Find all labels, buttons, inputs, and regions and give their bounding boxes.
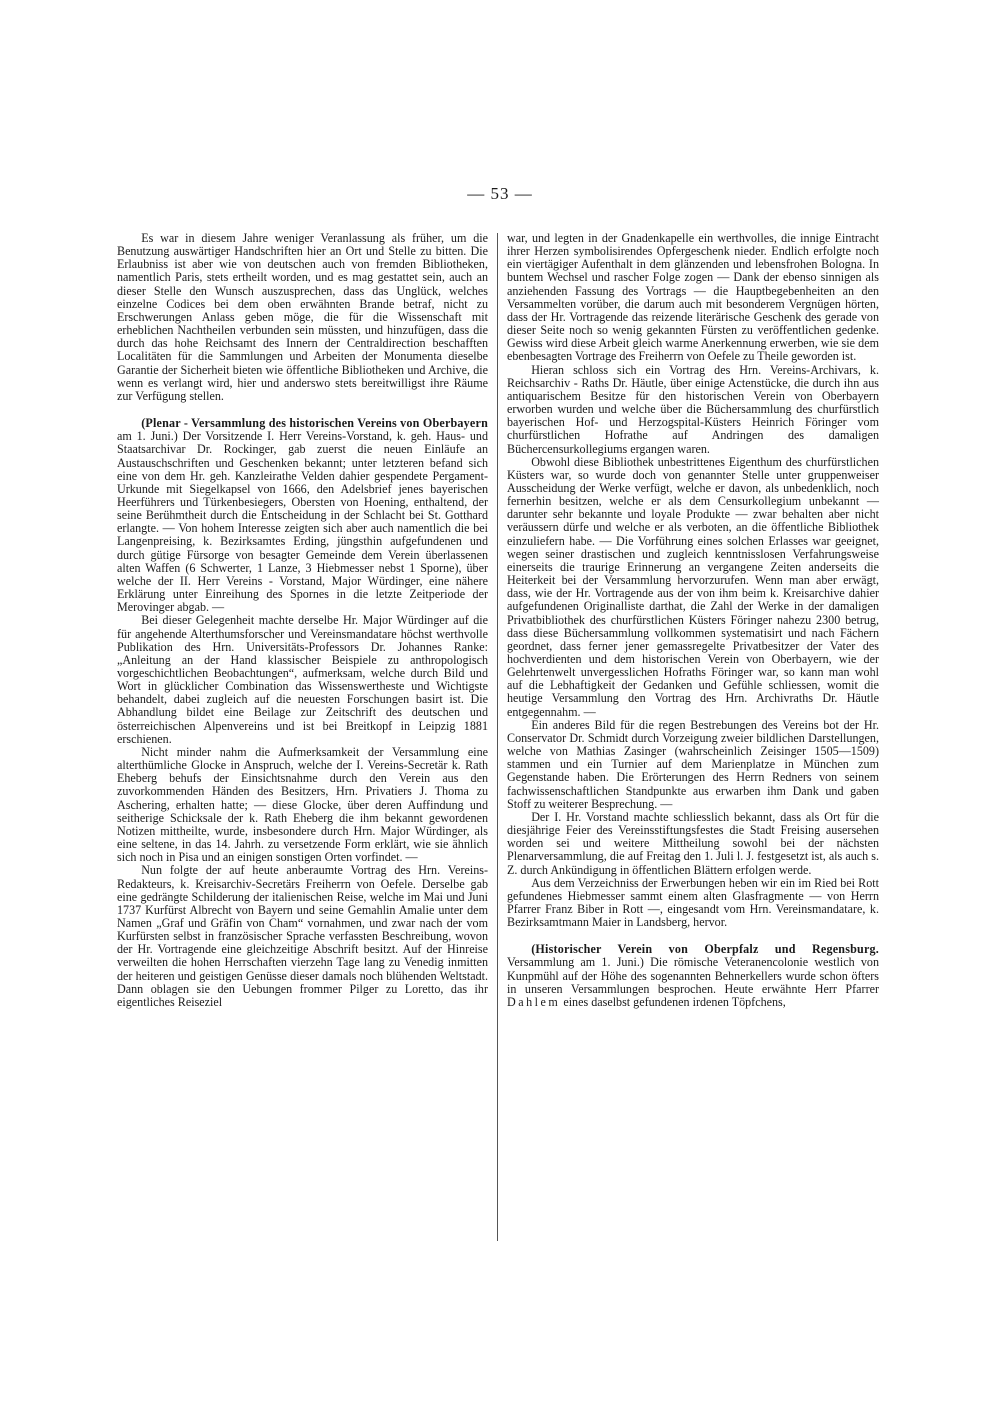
- column-divider: [497, 233, 498, 1241]
- page-number: — 53 —: [467, 184, 533, 203]
- right-column: [507, 232, 879, 1009]
- paragraph-text: am 1. Juni.) Der Vorsitzende I. Herr Vereins-Vorstand, k. geh. Haus- und Staatsarchivar Dr. Rockinger, gab zuerst die neuen Einläufe an Austauschschriften und Geschenken bekannt; unter letzteren befand sich eine von dem Hr. geh. Kanzleirathe Velden dahier gespendete Pergament-Urkunde mit Siegelkapsel von 1666, den Adelsbrief jenes bayerischen Heerführers und Türkenbesiegers, Obersten von Hoening, enthaltend, der seine Berühmtheit durch die Entscheidung in der Schlacht bei St. Gotthard erlangte. — Von hohem Interesse zeigten sich aber auch namentlich die bei Langenpreising, k. Bezirksamtes Erding, jüngsthin aufgefundenen und durch gütige Fürsorge von besagter Gemeinde dem Verein überlassenen alten Waffen (6 Schwerter, 1 Lanze, 3 Hiebmesser nebst 1 Sporne), über welche der II. Herr Vereins - Vorstand, Major Würdinger, eine nähere Erklärung unter Einreihung des Spornes in die letzte Zeitperiode der Merovinger abgab. —: [117, 429, 488, 615]
- section-heading: (Plenar - Versammlung des historischen Vereins von Oberbayern: [141, 416, 488, 431]
- paragraph-text: Versammlung am 1. Juni.) Die römische Veteranencolonie westlich von Kunpmühl auf der Höhe des sogenannten Behnerkellers wurde schon öfters in unseren Versammlungen besprochen. Heute erwähnte Herr Pfarrer: [507, 955, 879, 996]
- paragraph: Ein anderes Bild für die regen Bestrebungen des Vereins bot der Hr. Conservator Dr. Schmidt durch Vorzeigung zweier bildlichen Darstellungen, welche von Mathias Zasinger (wahrscheinlich Zeisinger 1505—1509) stammen und ein Turnier auf dem Marienplatze in München zum Gegenstande haben. Die Erörterungen des Herrn Redners von seinem fachwissenschaftlichen Standpunkte aus erwarben ihm Dank und gaben Stoff zu weiterer Besprechung. —: [507, 717, 879, 811]
- left-column: [117, 232, 488, 1009]
- section-paragraph: [117, 417, 488, 614]
- paragraph: Es war in diesem Jahre weniger Veranlassung als früher, um die Benutzung auswärtiger Handschriften hier an Ort und Stelle zu bitten. Die Erlaubniss ist aber wie von deutschen auch von fremden Bibliotheken, namentlich Paris, stets ertheilt worden, und es mag gestattet sein, auch an dieser Stelle den Wunsch auszusprechen, dass das Unglück, welches einzelne Codices bei dem oben erwähnten Brande betraf, nicht zu Erschwerungen Anlass geben möge, die für die Wissenschaft mit erheblichen Nachtheilen verbunden sein müssten, und hinzufügen, dass die durch das hohe Reichsamt des Innern der Centraldirection beschafften Localitäten für die Sammlungen und Arbeiten der Monumenta dieselbe Garantie der Sicherheit bieten wie öffentliche Bibliotheken und Archive, die wenn es verlangt wird, hier und anderswo stets bereitwilligst ihre Räume zur Verfügung stellen.: [117, 231, 488, 403]
- paragraph-text: eines daselbst gefundenen irdenen Töpfchens,: [563, 994, 786, 1009]
- paragraph: Hieran schloss sich ein Vortrag des Hrn. Vereins-Archivars, k. Reichsarchiv - Raths Dr. Häutle, über einige Actenstücke, die durch ihn aus antiquarischem Besitze für den historischen Verein von Oberbayern erworben wurden und welche über die Büchersammlung des churfürstlich bayerischen Hof- und Herzogspital-Küsters Heinrich Föringer vom churfürstlichen Hofrathe auf Andringen des damaligen Büchercensurkollegiums ergangen waren.: [507, 362, 879, 456]
- paragraph: Obwohl diese Bibliothek unbestrittenes Eigenthum des churfürstlichen Küsters war, so wurde doch von genannter Stelle unter gruppenweiser Ausscheidung der Werke verfügt, welche er davon, als unbedenklich, noch fernerhin besitzen, welche er als dem Censurkollegium unbekannt — darunter sehr bekannte und loyale Produkte — zwar behalten aber nicht veräussern dürfe und welche er als verboten, an die öffentliche Bibliothek einzuliefern habe. — Die Vorführung eines solchen Erlasses war geeignet, wegen seiner drastischen und zugleich kenntnisslosen Verfahrungsweise einerseits die traurige Erinnerung an vergangene Zeiten anderseits die Heiterkeit bei der Versammlung hervorzurufen. Wenn man aber erwägt, dass, wie der Hr. Vortragende aus der von ihm beim k. Kreisarchive dahier aufgefundenen Originalliste darthat, die Zahl der Werke in der damaligen Privatbibliothek des churfürstlichen Küsters Föringer nahezu 2300 betrug, dass diese Büchersammlung vollkommen systematisirt und nach Fächern geordnet, dass ferner jener gemassregelte Privatbesitzer der Vater des hochverdienten und dem historischen Verein von Oberbayern, wie der Gelehrtenwelt unvergesslichen Hofraths Föringer war, so kann man wohl auf die Lebhaftigkeit der Gedanken und Gefühle schliessen, womit die heutige Versammlung den Vortrag des Hrn. Archivraths Dr. Häutle entgegennahm. —: [507, 454, 879, 719]
- paragraph: Der I. Hr. Vorstand machte schliesslich bekannt, dass als Ort für die diesjährige Feier des Vereinsstiftungsfestes die Stadt Freising ausersehen worden sei und weitere Mittheilung sowohl bei der nächsten Plenarversammlung, die auf Freitag den 1. Juli l. J. festgesetzt ist, als auch s. Z. durch Ankündigung in öffentlichen Blättern erfolgen werde.: [507, 809, 879, 877]
- person-name: Dahlem: [507, 994, 561, 1009]
- paragraph: Nicht minder nahm die Aufmerksamkeit der Versammlung eine alterthümliche Glocke in Anspruch, welche der I. Vereins-Secretär k. Rath Eheberg behufs der Einsichtsnahme durch den Verein aus den zuvorkommenden Händen des Besitzers, Hrn. Privatiers J. Thoma zu Aschering, erhalten hatte; — diese Glocke, über deren Auffindung und seitherige Schicksale der k. Rath Eheberg die ihm bekannt gewordenen Notizen mittheilte, wurde, insbesondere durch Hrn. Major Würdinger, als eine seltene, in das 14. Jahrh. zu versetzende Form erklärt, wie sie ähnlich sich noch in Pisa und an einigen sonstigen Orten vorfindet. —: [117, 744, 488, 865]
- section-paragraph: [507, 943, 879, 1009]
- paragraph: war, und legten in der Gnadenkapelle ein werthvolles, die innige Eintracht ihrer Herzen symbolisirendes Opfergeschenk nieder. Endlich erfolgte noch ein viertägiger Aufenthalt in dem glänzenden und lebensfrohen Bologna. In buntem Wechsel und rascher Folge zogen — Dank der ebenso sinnigen als anziehenden Fassung des Vortrags — die Hauptbegebenheiten an den Versammelten vorüber, die darum auch mit besonderem Vergnügen hörten, dass der Hr. Vortragende das reizende literärische Geschenk des gerade von dieser Seite noch so wenig gekannten Fürsten zu veröffentlichen gedenke. Gewiss wird diese Arbeit gleich warme Anerkennung erwerben, wie sie dem ebenbesagten Vortrage des Freiherrn von Oefele zu Theile geworden ist.: [507, 231, 879, 364]
- paragraph: Bei dieser Gelegenheit machte derselbe Hr. Major Würdinger auf die für angehende Alterthumsforscher und Vereinsmandatare höchst werthvolle Publikation des Hrn. Universitäts-Professors Dr. Johannes Ranke: „Anleitung an der Hand klassischer Beispiele zu anthropologisch vorgeschichtlichen Beobachtungen“, aufmerksam, welche durch Bild und Wort in glücklicher Combination das Wissenswertheste und Wichtigste behandelt, dabei zugleich auf die neuesten Forschungen basirt ist. Die Abhandlung bildet eine Beilage zur Zeitschrift des deutschen und österreichischen Alpenvereins und ist bei Breitkopf in Leipzig 1881 erschienen.: [117, 613, 488, 746]
- section-heading: (Historischer Verein von Oberpfalz und Regensburg.: [531, 942, 879, 957]
- paragraph: Aus dem Verzeichniss der Erwerbungen heben wir ein im Ried bei Rott gefundenes Hiebmesser sammt einem alten Glasfragmente — von Herrn Pfarrer Franz Biber in Rott —, eingesandt vom Hrn. Vereinsmandatare, k. Bezirksamtmann Maier in Landsberg, hervor.: [507, 875, 879, 930]
- paragraph: Nun folgte der auf heute anberaumte Vortrag des Hrn. Vereins-Redakteurs, k. Kreisarchiv-Secretärs Freiherrn von Oefele. Derselbe gab eine gedrängte Schilderung der italienischen Reise, welche im Mai und Juni 1737 Kurfürst Albrecht von Bayern und seine Gemahlin Amalie unter dem Namen „Graf und Gräfin von Cham“ vornahmen, und zwar nach der vom Kurfürsten selbst in französischer Sprache verfassten Beschreibung, wovon der Hr. Vortragende eine gleichzeitige Abschrift besitzt. Auf der Hinreise verweilten die hohen Herrschaften vierzehn Tage lang zu Venedig inmitten der heiteren und geistigen Genüsse dieser damals noch blühenden Weltstadt. Dann oblagen sie den Uebungen frommer Pilger zu Loretto, das ihr eigentliches Reiseziel: [117, 863, 488, 1009]
